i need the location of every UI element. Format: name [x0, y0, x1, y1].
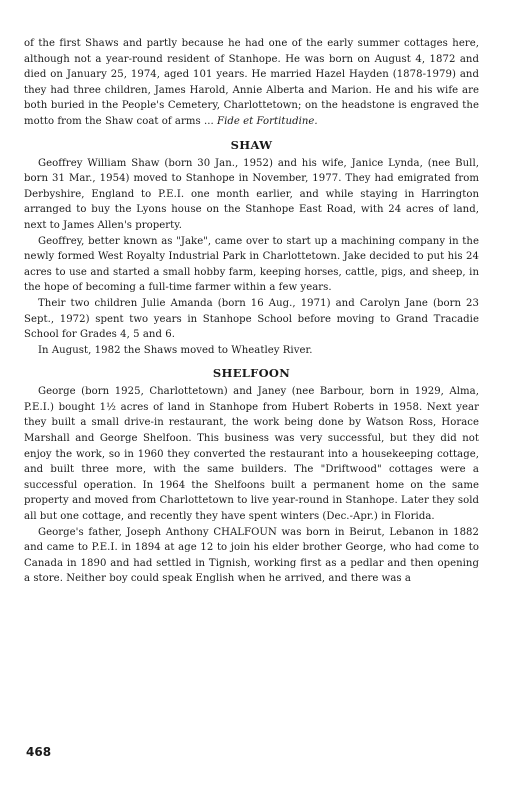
shelfoon-paragraph-2: George's father, Joseph Anthony CHALFOUN was born in Beirut, Lebanon in 1882 and came to P.E.I. in 1894 at age 12 to join his elder brother George, who had come to Canada in 1890 and had settled in Tignish, working first as a pedlar and then opening a store. Neither boy could speak English when he arrived, and there was a — [24, 526, 479, 585]
intro-paragraph — [24, 36, 479, 130]
intro-text: of the first Shaws and partly because he had one of the early summer cottages here, although not a year-round resident of Stanhope. He was born on August 4, 1872 and died on January 25, 1974, aged 101 years. He married Hazel Hayden (1878-1979) and they had three children, James Harold, Annie Alberta and Marion. He and his wife are both buried in the People's Cemetery, Charlottetown; on the headstone is engraved the motto from the Shaw coat of arms ... — [24, 38, 479, 127]
shaw-paragraph-2: Geoffrey, better known as "Jake", came over to start up a machining company in the newly formed West Royalty Industrial Park in Charlottetown. Jake decided to put his 24 acres to use and started a small hobby farm, keeping horses, cattle, pigs, and sheep, in the hope of becoming a full-time farmer within a few years. — [24, 235, 479, 294]
shaw-paragraph-3: Their two children Julie Amanda (born 16 Aug., 1971) and Carolyn Jane (born 23 Sept., 1972) spent two years in Stanhope School before moving to Grand Tracadie School for Grades 4, 5 and 6. — [24, 297, 479, 341]
page-number: 468 — [26, 745, 52, 759]
document-page — [24, 36, 479, 587]
section-heading-shelfoon: SHELFOON — [212, 366, 291, 381]
shaw-paragraph-4: In August, 1982 the Shaws moved to Wheatley River. — [38, 344, 313, 356]
shelfoon-paragraph-1: George (born 1925, Charlottetown) and Janey (nee Barbour, born in 1929, Alma, P.E.I.) bought 1½ acres of land in Stanhope from Hubert Roberts in 1958. Next year they built a small drive-in restaurant, the work being done by Watson Ross, Horace Marshall and George Shelfoon. This business was very successful, but they did not enjoy the work, so in 1960 they converted the restaurant into a housekeeping cottage, and built three more, with the same builders. The "Driftwood" cottages were a successful operation. In 1964 the Shelfoons built a permanent home on the same property and moved from Charlottetown to live year-round in Stanhope. Later they sold all but one cottage, and recently they have spent winters (Dec.-Apr.) in Florida. — [24, 386, 479, 523]
shaw-paragraph-1: Geoffrey William Shaw (born 30 Jan., 1952) and his wife, Janice Lynda, (nee Bull, born 31 Mar., 1954) moved to Stanhope in November, 1977. They had emigrated from Derbyshire, England to P.E.I. one month earlier, and while staying in Harrington arranged to buy the Lyons house on the Stanhope East Road, with 24 acres of land, next to James Allen's property. — [24, 157, 479, 231]
section-heading-shaw: SHAW — [230, 137, 273, 152]
motto-text: Fide et Fortitudine. — [217, 115, 318, 127]
